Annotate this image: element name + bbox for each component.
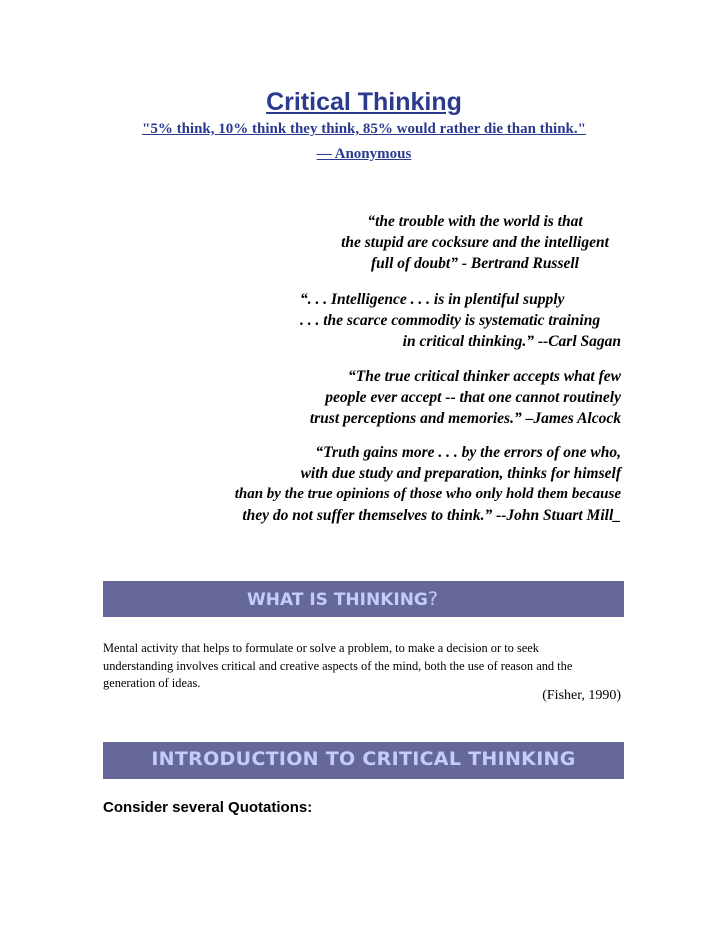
quote-line: . . . the scarce commodity is systematic training [300,312,601,329]
definition-line: understanding involves critical and creative aspects of the mind, both the use of reason and the [103,658,573,673]
quote-line: “Truth gains more . . . by the errors of one who, [315,444,621,461]
thinking-definition [103,640,603,693]
definition-line: generation of ideas. [103,676,201,690]
quote-line: they do not suffer themselves to think.” --John Stuart Mill_ [242,507,621,524]
quote-line: with due study and preparation, thinks for himself [300,465,621,482]
quote-line: “the trouble with the world is that [367,213,583,230]
quote-line: people ever accept -- that one cannot routinely [325,389,621,406]
subheading: Consider several Quotations: [103,799,313,816]
definition-line: Mental activity that helps to formulate or solve a problem, to make a decision or to seek [103,641,539,655]
quote-line: full of doubt” - Bertrand Russell [371,255,579,272]
section-heading: INTRODUCTION TO CRITICAL THINKING [151,748,576,770]
section-heading-bar [103,742,624,779]
quote-line: in critical thinking.” --Carl Sagan [402,333,621,350]
quote-line: the stupid are cocksure and the intelligent [341,234,609,251]
page-title: Critical Thinking [266,88,462,116]
quote-line: “The true critical thinker accepts what few [348,368,621,385]
definition-citation: (Fisher, 1990) [542,688,621,703]
quote-alcock [280,366,621,429]
section-heading-mark: ? [427,588,438,610]
quote-russell [320,211,630,274]
quote-sagan [300,289,621,352]
quote-line: than by the true opinions of those who only hold them because [234,486,621,502]
section-heading [247,588,438,610]
section-heading-text: WHAT IS THINKING [247,590,428,610]
quote-line: trust perceptions and memories.” –James Alcock [309,410,621,427]
motto-quote: "5% think, 10% think they think, 85% would rather die than think." [142,121,586,137]
section-heading-bar [103,581,624,617]
motto-author: — Anonymous [316,146,412,162]
quote-line: “. . . Intelligence . . . is in plentiful supply [300,291,565,308]
quote-mill [190,442,621,526]
